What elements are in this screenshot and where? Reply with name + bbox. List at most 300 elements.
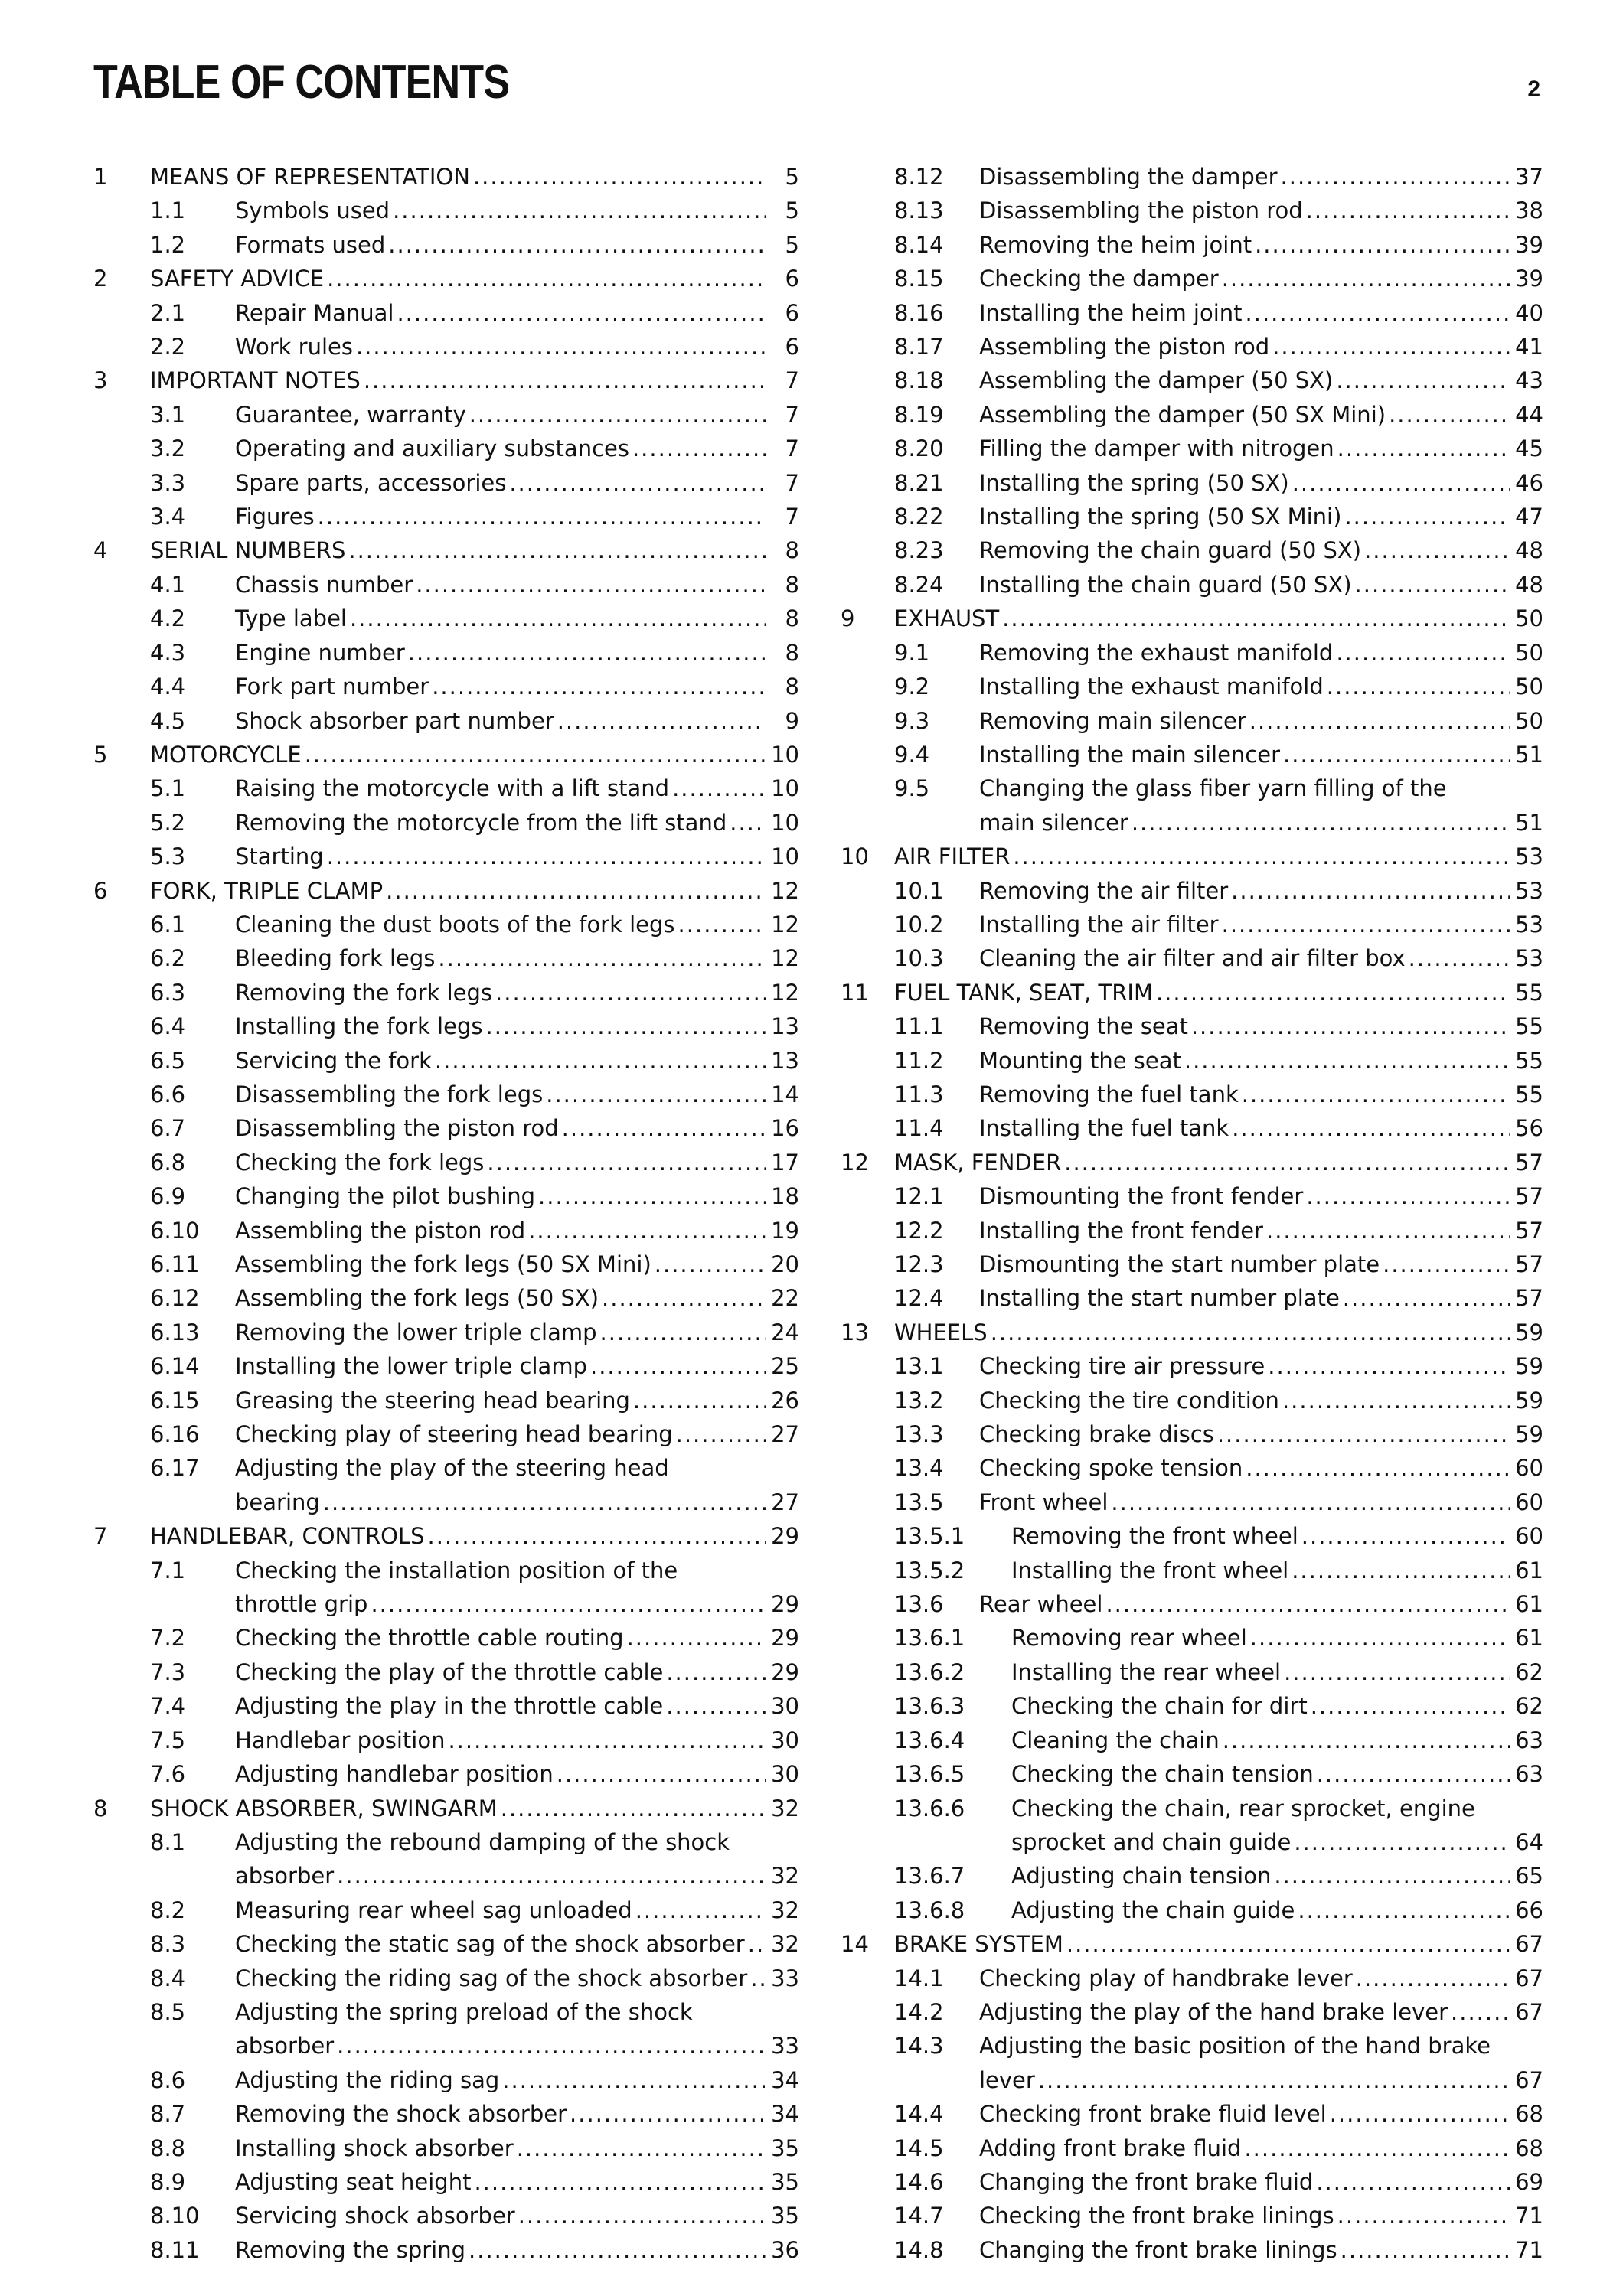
dot-leader (557, 1757, 766, 1791)
toc-entry[interactable] (93, 1724, 799, 1757)
toc-entry[interactable] (93, 364, 799, 397)
dot-leader (1383, 1247, 1510, 1281)
toc-entry[interactable] (841, 1111, 1543, 1145)
dot-leader (1306, 1179, 1510, 1213)
toc-entry-page: 45 (1515, 435, 1543, 462)
toc-entry[interactable] (93, 2233, 799, 2267)
toc-entry-title: Installing shock absorber (235, 2135, 514, 2161)
toc-entry[interactable] (93, 1451, 799, 1519)
toc-entry-page: 57 (1515, 1183, 1543, 1210)
toc-entry-number: 4.2 (150, 605, 186, 632)
toc-entry[interactable] (93, 1757, 799, 1791)
toc-entry[interactable] (93, 398, 799, 432)
toc-entry-title: Dismounting the start number plate (979, 1251, 1380, 1277)
toc-entry-title: Adjusting the basic position of the hand brake (979, 2033, 1491, 2060)
toc-entry-title: FUEL TANK, SEAT, TRIM (894, 979, 1153, 1006)
toc-entry-title: Assembling the piston rod (979, 334, 1270, 360)
toc-entry-number: 14.4 (894, 2101, 944, 2128)
toc-entry[interactable] (93, 1146, 799, 1179)
toc-entry-title: FORK, TRIPLE CLAMP (150, 877, 384, 904)
toc-entry-page: 59 (1515, 1421, 1543, 1448)
toc-entry-page: 64 (1515, 1828, 1543, 1855)
toc-entry-page: 65 (1515, 1863, 1543, 1890)
toc-entry-title: lever (979, 2066, 1035, 2093)
toc-entry[interactable] (841, 1486, 1543, 1519)
toc-entry[interactable] (841, 228, 1543, 262)
toc-entry[interactable] (93, 941, 799, 975)
toc-entry-number: 10.2 (894, 911, 944, 938)
toc-entry-number: 8.11 (150, 2236, 200, 2263)
dot-leader (323, 1486, 766, 1519)
toc-entry-title: Checking the static sag of the shock absorber (235, 1931, 745, 1958)
toc-entry[interactable] (841, 771, 1543, 840)
toc-entry-number: 9.4 (894, 741, 930, 768)
toc-entry[interactable] (93, 1078, 799, 1111)
toc-entry[interactable] (841, 1281, 1543, 1315)
toc-entry-title: Installing the main silencer (979, 741, 1281, 768)
toc-entry-number: 8.16 (894, 299, 944, 326)
toc-entry[interactable] (93, 194, 799, 227)
toc-entry-title: SAFETY ADVICE (150, 266, 325, 292)
toc-entry-number: 13.1 (894, 1353, 944, 1380)
toc-entry[interactable] (93, 262, 799, 295)
toc-entry[interactable] (93, 704, 799, 738)
toc-entry-number: 8.22 (894, 504, 944, 530)
toc-entry[interactable] (93, 1689, 799, 1723)
toc-entry-title: Checking the chain tension (1011, 1761, 1314, 1788)
toc-entry-title: Removing the motorcycle from the lift stand (235, 809, 727, 836)
toc-entry[interactable] (841, 1316, 1543, 1349)
dot-leader (1364, 533, 1510, 567)
toc-entry[interactable] (93, 1792, 799, 1825)
dot-leader (501, 1792, 766, 1825)
dot-leader (327, 262, 766, 295)
toc-entry[interactable] (93, 2063, 799, 2097)
toc-entry-number: 8.2 (150, 1896, 186, 1923)
toc-entry-number: 8.8 (150, 2135, 186, 2161)
dot-leader (518, 2199, 766, 2232)
toc-entry-page: 12 (771, 979, 799, 1006)
toc-entry[interactable] (93, 840, 799, 873)
toc-entry-title: Removing the air filter (979, 877, 1229, 904)
toc-entry-title: Adjusting seat height (235, 2168, 472, 2195)
dot-leader (348, 533, 766, 567)
dot-leader (1316, 2165, 1510, 2199)
toc-entry-title: Cleaning the chain (1011, 1727, 1220, 1753)
dot-leader (1336, 364, 1510, 397)
toc-entry-title: main silencer (979, 809, 1128, 836)
toc-entry[interactable] (93, 1179, 799, 1213)
toc-entry-number: 7 (93, 1523, 108, 1550)
toc-entry-title: Fork part number (235, 673, 429, 700)
toc-entry[interactable] (93, 2131, 799, 2165)
toc-entry[interactable] (841, 296, 1543, 330)
page-title: TABLE OF CONTENTS (93, 56, 510, 109)
toc-entry[interactable] (841, 2165, 1543, 2199)
toc-entry-number: 7.1 (150, 1557, 186, 1583)
toc-entry[interactable] (841, 636, 1543, 670)
toc-entry[interactable] (841, 432, 1543, 465)
toc-entry[interactable] (93, 296, 799, 330)
toc-entry-title: Disassembling the fork legs (235, 1081, 544, 1107)
toc-entry-number: 9.1 (894, 639, 930, 666)
toc-entry[interactable] (93, 1554, 799, 1622)
toc-entry-page: 29 (771, 1625, 799, 1652)
toc-entry-title: Symbols used (235, 197, 390, 224)
toc-entry-number: 9.5 (894, 775, 930, 802)
toc-entry[interactable] (93, 568, 799, 602)
toc-entry[interactable] (841, 1451, 1543, 1485)
toc-entry[interactable] (841, 160, 1543, 194)
toc-entry-page: 41 (1515, 334, 1543, 360)
toc-entry-page: 19 (771, 1217, 799, 1244)
toc-entry[interactable] (841, 1655, 1543, 1689)
toc-entry-title: MASK, FENDER (894, 1149, 1062, 1176)
toc-entry-page: 67 (1515, 2066, 1543, 2093)
dot-leader (432, 670, 766, 703)
dot-leader (428, 1519, 766, 1553)
toc-entry-number: 12.2 (894, 1217, 944, 1244)
toc-entry-number: 8.24 (894, 571, 944, 598)
toc-entry[interactable] (93, 1962, 799, 1995)
toc-entry[interactable] (93, 500, 799, 533)
dot-leader (1156, 976, 1510, 1009)
toc-entry[interactable] (841, 1384, 1543, 1417)
toc-entry[interactable] (841, 1349, 1543, 1383)
dot-leader (538, 1179, 766, 1213)
toc-entry-page: 53 (1515, 843, 1543, 870)
toc-entry[interactable] (841, 840, 1543, 873)
toc-entry[interactable] (841, 1247, 1543, 1281)
dot-leader (1223, 1724, 1510, 1757)
toc-entry-title: Removing the exhaust manifold (979, 639, 1334, 666)
toc-entry[interactable] (841, 1995, 1543, 2029)
toc-entry-page: 48 (1515, 537, 1543, 564)
toc-entry-number: 8.7 (150, 2101, 186, 2128)
toc-entry-number: 4 (93, 537, 108, 564)
toc-entry-title: MEANS OF REPRESENTATION (150, 164, 470, 190)
toc-entry-page: 68 (1515, 2135, 1543, 2161)
toc-entry[interactable] (93, 1927, 799, 1961)
toc-entry-number: 5.2 (150, 809, 186, 836)
dot-leader (1336, 636, 1510, 670)
toc-entry-title: absorber (235, 1863, 335, 1890)
toc-entry[interactable] (841, 602, 1543, 635)
toc-entry[interactable] (93, 976, 799, 1009)
toc-entry-title: Checking the chain, rear sprocket, engine (1011, 1795, 1475, 1821)
toc-entry-number: 8.15 (894, 266, 944, 292)
dot-leader (1249, 704, 1510, 738)
toc-entry[interactable] (841, 738, 1543, 771)
toc-entry-number: 7.4 (150, 1693, 186, 1720)
toc-entry-number: 13.6.1 (894, 1625, 965, 1652)
toc-entry-page: 57 (1515, 1149, 1543, 1176)
toc-entry-title: bearing (235, 1489, 320, 1515)
toc-entry[interactable] (93, 330, 799, 364)
toc-entry[interactable] (841, 364, 1543, 397)
toc-entry-title: Repair Manual (235, 299, 394, 326)
toc-entry-page: 22 (771, 1285, 799, 1312)
toc-entry-title: Checking the riding sag of the shock absorber (235, 1965, 748, 1991)
toc-entry[interactable] (841, 500, 1543, 533)
toc-entry-title: IMPORTANT NOTES (150, 367, 361, 394)
toc-entry[interactable] (93, 1417, 799, 1451)
toc-entry[interactable] (841, 1554, 1543, 1587)
toc-entry[interactable] (93, 670, 799, 703)
toc-entry-number: 11.1 (894, 1013, 944, 1040)
toc-entry[interactable] (93, 1111, 799, 1145)
toc-entry[interactable] (841, 533, 1543, 567)
toc-entry[interactable] (841, 1417, 1543, 1451)
toc-entry-title: Filling the damper with nitrogen (979, 435, 1334, 462)
toc-entry-title: Checking the play of the throttle cable (235, 1658, 664, 1685)
toc-entry[interactable] (841, 1009, 1543, 1043)
toc-entry-title: Removing the spring (235, 2236, 466, 2263)
toc-entry[interactable] (93, 636, 799, 670)
toc-entry-title: Checking brake discs (979, 1421, 1214, 1448)
toc-entry[interactable] (841, 2029, 1543, 2097)
dot-leader (1337, 2199, 1510, 2232)
toc-entry[interactable] (841, 1689, 1543, 1723)
toc-entry[interactable] (841, 2097, 1543, 2131)
dot-leader (602, 1281, 766, 1315)
toc-entry-page: 57 (1515, 1285, 1543, 1312)
toc-entry[interactable] (841, 398, 1543, 432)
toc-entry[interactable] (841, 194, 1543, 227)
dot-leader (1292, 466, 1510, 500)
dot-leader (1274, 1859, 1510, 1893)
toc-entry[interactable] (841, 1621, 1543, 1655)
dot-leader (590, 1349, 766, 1383)
toc-entry-title: Checking play of steering head bearing (235, 1421, 673, 1448)
toc-entry-page: 30 (771, 1693, 799, 1720)
toc-entry-title: Shock absorber part number (235, 707, 554, 734)
toc-entry-number: 6.10 (150, 1217, 200, 1244)
toc-entry[interactable] (93, 533, 799, 567)
dot-leader (1281, 160, 1510, 194)
toc-entry-page: 5 (785, 197, 799, 224)
toc-entry[interactable] (841, 466, 1543, 500)
toc-entry[interactable] (841, 1214, 1543, 1247)
toc-entry-title: Removing the front wheel (1011, 1523, 1298, 1550)
toc-entry[interactable] (841, 1078, 1543, 1111)
toc-entry[interactable] (93, 738, 799, 771)
toc-entry[interactable] (841, 1044, 1543, 1078)
toc-entry-page: 7 (785, 435, 799, 462)
toc-entry[interactable] (93, 874, 799, 908)
toc-entry[interactable] (93, 1247, 799, 1281)
toc-entry[interactable] (841, 2233, 1543, 2267)
toc-entry[interactable] (841, 2199, 1543, 2232)
toc-entry-number: 8.19 (894, 401, 944, 428)
toc-entry[interactable] (93, 1893, 799, 1927)
toc-entry-title: Installing the spring (50 SX) (979, 469, 1289, 496)
toc-entry-title: Engine number (235, 639, 405, 666)
toc-entry-title: Checking the installation position of the (235, 1557, 678, 1583)
dot-leader (1013, 840, 1510, 873)
toc-entry[interactable] (841, 1757, 1543, 1791)
dot-leader (1038, 2063, 1510, 2097)
toc-entry[interactable] (93, 2097, 799, 2131)
toc-entry-title: Measuring rear wheel sag unloaded (235, 1896, 632, 1923)
toc-entry[interactable] (841, 1587, 1543, 1621)
toc-entry-page: 7 (785, 367, 799, 394)
toc-entry-number: 14.3 (894, 2033, 944, 2060)
toc-entry-title: EXHAUST (894, 605, 1000, 632)
toc-entry[interactable] (841, 1859, 1543, 1893)
dot-leader (1250, 1621, 1510, 1655)
dot-leader (678, 908, 766, 941)
toc-entry[interactable] (841, 1724, 1543, 1757)
toc-entry[interactable] (93, 602, 799, 635)
toc-entry[interactable] (93, 160, 799, 194)
toc-entry[interactable] (93, 1349, 799, 1383)
toc-entry-page: 37 (1515, 164, 1543, 190)
dot-leader (546, 1078, 766, 1111)
toc-entry-title: Assembling the fork legs (50 SX Mini) (235, 1251, 651, 1277)
toc-entry[interactable] (841, 1962, 1543, 1995)
toc-entry[interactable] (841, 1179, 1543, 1213)
toc-entry-page: 61 (1515, 1557, 1543, 1583)
toc-entry-page: 13 (771, 1047, 799, 1074)
toc-entry[interactable] (841, 704, 1543, 738)
toc-entry-title: Checking the damper (979, 266, 1219, 292)
toc-entry[interactable] (93, 1519, 799, 1553)
toc-entry-page: 69 (1515, 2168, 1543, 2195)
toc-entry-page: 59 (1515, 1387, 1543, 1414)
toc-entry[interactable] (93, 1621, 799, 1655)
toc-entry-page: 66 (1515, 1896, 1543, 1923)
toc-entry-page: 32 (771, 1795, 799, 1821)
toc-entry[interactable] (93, 466, 799, 500)
toc-entry[interactable] (93, 908, 799, 941)
toc-entry[interactable] (841, 874, 1543, 908)
toc-entry-number: 13.6.7 (894, 1863, 965, 1890)
toc-entry-title: Disassembling the piston rod (235, 1115, 559, 1142)
toc-entry[interactable] (841, 2131, 1543, 2165)
toc-entry[interactable] (93, 1825, 799, 1893)
toc-entry-page: 63 (1515, 1727, 1543, 1753)
toc-entry[interactable] (93, 1995, 799, 2063)
toc-entry-title: Spare parts, accessories (235, 469, 507, 496)
toc-entry-number: 6.3 (150, 979, 186, 1006)
dot-leader (473, 160, 766, 194)
toc-entry[interactable] (93, 228, 799, 262)
toc-entry-title: Installing the fuel tank (979, 1115, 1229, 1142)
dot-leader (1184, 1044, 1510, 1078)
toc-entry[interactable] (93, 1044, 799, 1078)
dot-leader (397, 296, 766, 330)
toc-entry-number: 13.4 (894, 1455, 944, 1482)
toc-entry[interactable] (841, 1146, 1543, 1179)
toc-entry-page: 32 (771, 1931, 799, 1958)
toc-entry-title: Installing the exhaust manifold (979, 673, 1324, 700)
toc-entry-number: 3.4 (150, 504, 186, 530)
toc-entry[interactable] (93, 771, 799, 805)
toc-entry-number: 6.17 (150, 1455, 200, 1482)
toc-entry[interactable] (93, 2199, 799, 2232)
toc-entry[interactable] (841, 1927, 1543, 1961)
toc-entry[interactable] (841, 330, 1543, 364)
toc-entry[interactable] (841, 670, 1543, 703)
toc-entry-page: 38 (1515, 197, 1543, 224)
toc-entry-number: 8.13 (894, 197, 944, 224)
toc-entry-number: 12.4 (894, 1285, 944, 1312)
toc-entry-number: 8 (93, 1795, 108, 1821)
toc-entry-number: 4.1 (150, 571, 186, 598)
dot-leader (1244, 2131, 1510, 2165)
toc-entry-page: 17 (771, 1149, 799, 1176)
toc-entry-title: Adjusting the rebound damping of the shock (235, 1828, 730, 1855)
dot-leader (528, 1214, 766, 1247)
toc-entry-page: 29 (771, 1591, 799, 1618)
dot-leader (364, 364, 766, 397)
toc-entry-title: Cleaning the air filter and air filter box (979, 945, 1406, 972)
toc-entry[interactable] (93, 1655, 799, 1689)
dot-leader (676, 1417, 766, 1451)
toc-entry[interactable] (841, 1893, 1543, 1927)
toc-entry-page: 8 (785, 673, 799, 700)
dot-leader (600, 1316, 766, 1349)
toc-entry[interactable] (841, 941, 1543, 975)
toc-entry-title: Removing the lower triple clamp (235, 1319, 597, 1345)
toc-entry-page: 29 (771, 1658, 799, 1685)
dot-leader (393, 194, 766, 227)
toc-entry[interactable] (93, 1316, 799, 1349)
toc-entry-title: Operating and auxiliary substances (235, 435, 629, 462)
toc-entry-number: 6 (93, 877, 108, 904)
toc-entry[interactable] (93, 1281, 799, 1315)
toc-entry-number: 13.6.5 (894, 1761, 965, 1788)
toc-entry[interactable] (841, 1792, 1543, 1860)
toc-entry-title: Adjusting the play of the steering head (235, 1455, 669, 1482)
toc-entry-page: 35 (771, 2135, 799, 2161)
toc-entry[interactable] (841, 908, 1543, 941)
toc-entry[interactable] (93, 1214, 799, 1247)
toc-entry-title: Removing the heim joint (979, 231, 1252, 258)
toc-entry-title: throttle grip (235, 1591, 368, 1618)
toc-entry-page: 10 (771, 843, 799, 870)
toc-entry-page: 34 (771, 2066, 799, 2093)
toc-entry-number: 6.4 (150, 1013, 186, 1040)
dot-leader (1306, 194, 1510, 227)
dot-leader (1111, 1486, 1510, 1519)
toc-entry-title: absorber (235, 2033, 335, 2060)
toc-entry-number: 12.3 (894, 1251, 944, 1277)
toc-entry-title: Assembling the damper (50 SX) (979, 367, 1334, 394)
toc-entry[interactable] (93, 806, 799, 840)
toc-entry-title: Removing the shock absorber (235, 2101, 567, 2128)
dot-leader (1343, 1281, 1510, 1315)
toc-entry[interactable] (93, 1009, 799, 1043)
dot-leader (371, 1587, 766, 1621)
toc-entry[interactable] (841, 568, 1543, 602)
toc-entry[interactable] (93, 2165, 799, 2199)
toc-entry[interactable] (93, 1384, 799, 1417)
toc-entry-number: 8.9 (150, 2168, 186, 2195)
toc-entry[interactable] (841, 976, 1543, 1009)
dot-leader (438, 941, 766, 975)
dot-leader (1191, 1009, 1510, 1043)
toc-entry-page: 7 (785, 504, 799, 530)
toc-entry[interactable] (93, 432, 799, 465)
toc-entry-page: 27 (771, 1421, 799, 1448)
toc-entry-title: Installing the front fender (979, 1217, 1263, 1244)
toc-entry-page: 13 (771, 1013, 799, 1040)
toc-entry[interactable] (841, 1519, 1543, 1553)
toc-entry-number: 9.3 (894, 707, 930, 734)
toc-entry[interactable] (841, 262, 1543, 295)
